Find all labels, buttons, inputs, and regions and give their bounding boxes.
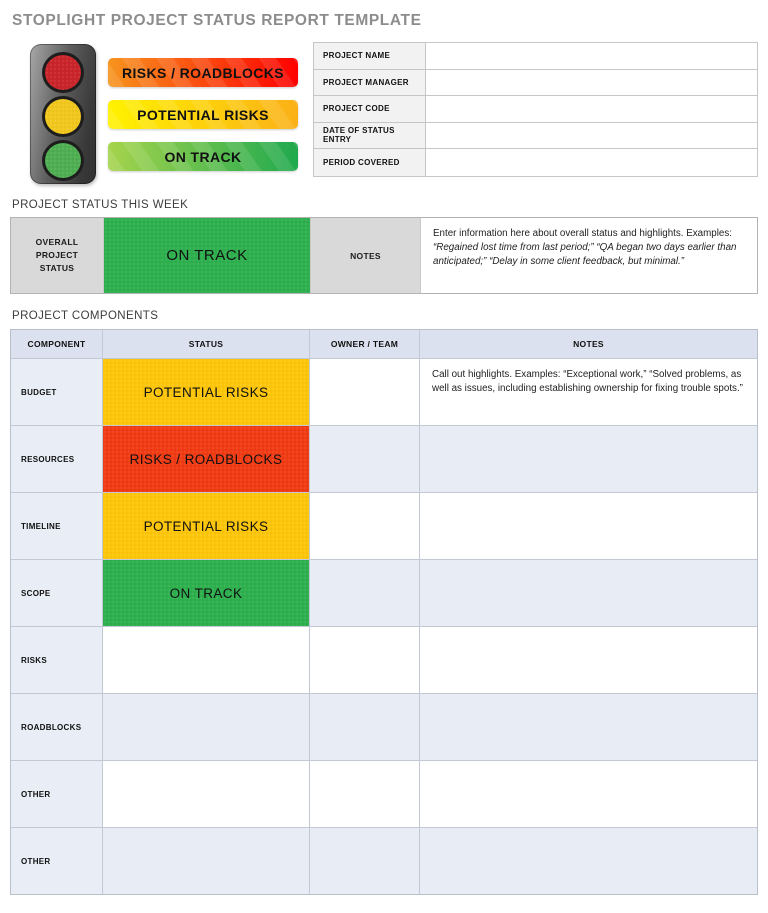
components-header-row [11, 330, 757, 358]
owner-team-cell[interactable] [310, 560, 420, 626]
table-row-roadblocks [11, 693, 757, 760]
form-row-project-manager [314, 70, 757, 97]
project-name-field[interactable] [426, 43, 757, 69]
legend-risks-roadblocks: RISKS / ROADBLOCKS [108, 58, 298, 87]
notes-cell[interactable] [420, 694, 757, 760]
component-label: TIMELINE [11, 493, 103, 559]
components-heading: PROJECT COMPONENTS [12, 310, 159, 322]
table-row-other-1 [11, 760, 757, 827]
form-row-project-name [314, 43, 757, 70]
component-label: ROADBLOCKS [11, 694, 103, 760]
project-manager-field[interactable] [426, 70, 757, 96]
owner-team-cell[interactable] [310, 426, 420, 492]
green-light-icon [42, 140, 84, 181]
notes-cell[interactable] [420, 761, 757, 827]
table-row-scope [11, 559, 757, 626]
status-legend [108, 58, 298, 184]
column-header-status: STATUS [103, 330, 310, 358]
owner-team-cell[interactable] [310, 761, 420, 827]
component-label: BUDGET [11, 359, 103, 425]
status-cell[interactable] [103, 694, 310, 760]
overall-status-notes [421, 218, 757, 293]
owner-team-cell[interactable] [310, 828, 420, 894]
project-code-label: PROJECT CODE [314, 96, 426, 122]
status-week-table [10, 217, 758, 294]
overall-project-status-label: OVERALL PROJECT STATUS [11, 218, 104, 293]
column-header-notes: NOTES [573, 339, 604, 349]
table-row-resources [11, 425, 757, 492]
components-table [10, 329, 758, 895]
page-title: STOPLIGHT PROJECT STATUS REPORT TEMPLATE [12, 12, 422, 29]
status-cell: POTENTIAL RISKS [103, 493, 310, 559]
table-row-risks [11, 626, 757, 693]
traffic-light-graphic [30, 44, 96, 184]
notes-cell[interactable] [420, 426, 757, 492]
table-row-timeline [11, 492, 757, 559]
overall-status-value: ON TRACK [104, 218, 311, 293]
component-label: OTHER [11, 761, 103, 827]
notes-example-text: “Regained lost time from last period;” “QA began two days earlier than anticipated;” “Delay in some client feedback, but minimal.” [433, 241, 737, 267]
status-week-heading: PROJECT STATUS THIS WEEK [12, 199, 189, 211]
notes-cell: Call out highlights. Examples: “Exceptional work,” “Solved problems, as well as issues, including establishing ownership for fixing trouble spots.” [432, 369, 743, 394]
project-name-label: PROJECT NAME [314, 43, 426, 69]
notes-label: NOTES [311, 218, 421, 293]
project-code-field[interactable] [426, 96, 757, 122]
form-row-period-covered [314, 149, 757, 176]
owner-team-cell[interactable] [310, 694, 420, 760]
table-row-budget [11, 358, 757, 425]
owner-team-cell[interactable] [310, 359, 420, 425]
component-label: RESOURCES [11, 426, 103, 492]
status-cell: RISKS / ROADBLOCKS [103, 426, 310, 492]
owner-team-cell[interactable] [310, 627, 420, 693]
notes-cell[interactable] [420, 828, 757, 894]
red-light-icon [42, 52, 84, 93]
column-header-component: COMPONENT [11, 330, 103, 358]
notes-cell[interactable] [420, 627, 757, 693]
component-label: SCOPE [11, 560, 103, 626]
date-of-status-entry-label: DATE OF STATUS ENTRY [314, 123, 426, 149]
status-cell[interactable] [103, 627, 310, 693]
notes-cell[interactable] [420, 493, 757, 559]
component-label: RISKS [11, 627, 103, 693]
status-cell[interactable] [103, 761, 310, 827]
top-section [10, 42, 758, 190]
component-label: OTHER [11, 828, 103, 894]
status-cell[interactable] [103, 828, 310, 894]
form-row-project-code [314, 96, 757, 123]
notes-cell[interactable] [420, 560, 757, 626]
legend-potential-risks: POTENTIAL RISKS [108, 100, 298, 129]
yellow-light-icon [42, 96, 84, 137]
period-covered-label: PERIOD COVERED [314, 149, 426, 176]
legend-on-track: ON TRACK [108, 142, 298, 171]
form-row-date-of-status-entry [314, 123, 757, 150]
status-cell: POTENTIAL RISKS [103, 359, 310, 425]
project-manager-label: PROJECT MANAGER [314, 70, 426, 96]
owner-team-cell[interactable] [310, 493, 420, 559]
project-info-form [313, 42, 758, 177]
column-header-owner-team: OWNER / TEAM [310, 330, 420, 358]
notes-intro-text: Enter information here about overall status and highlights. Examples: [433, 228, 732, 239]
table-row-other-2 [11, 827, 757, 894]
period-covered-field[interactable] [426, 149, 757, 176]
date-of-status-entry-field[interactable] [426, 123, 757, 149]
status-cell: ON TRACK [103, 560, 310, 626]
